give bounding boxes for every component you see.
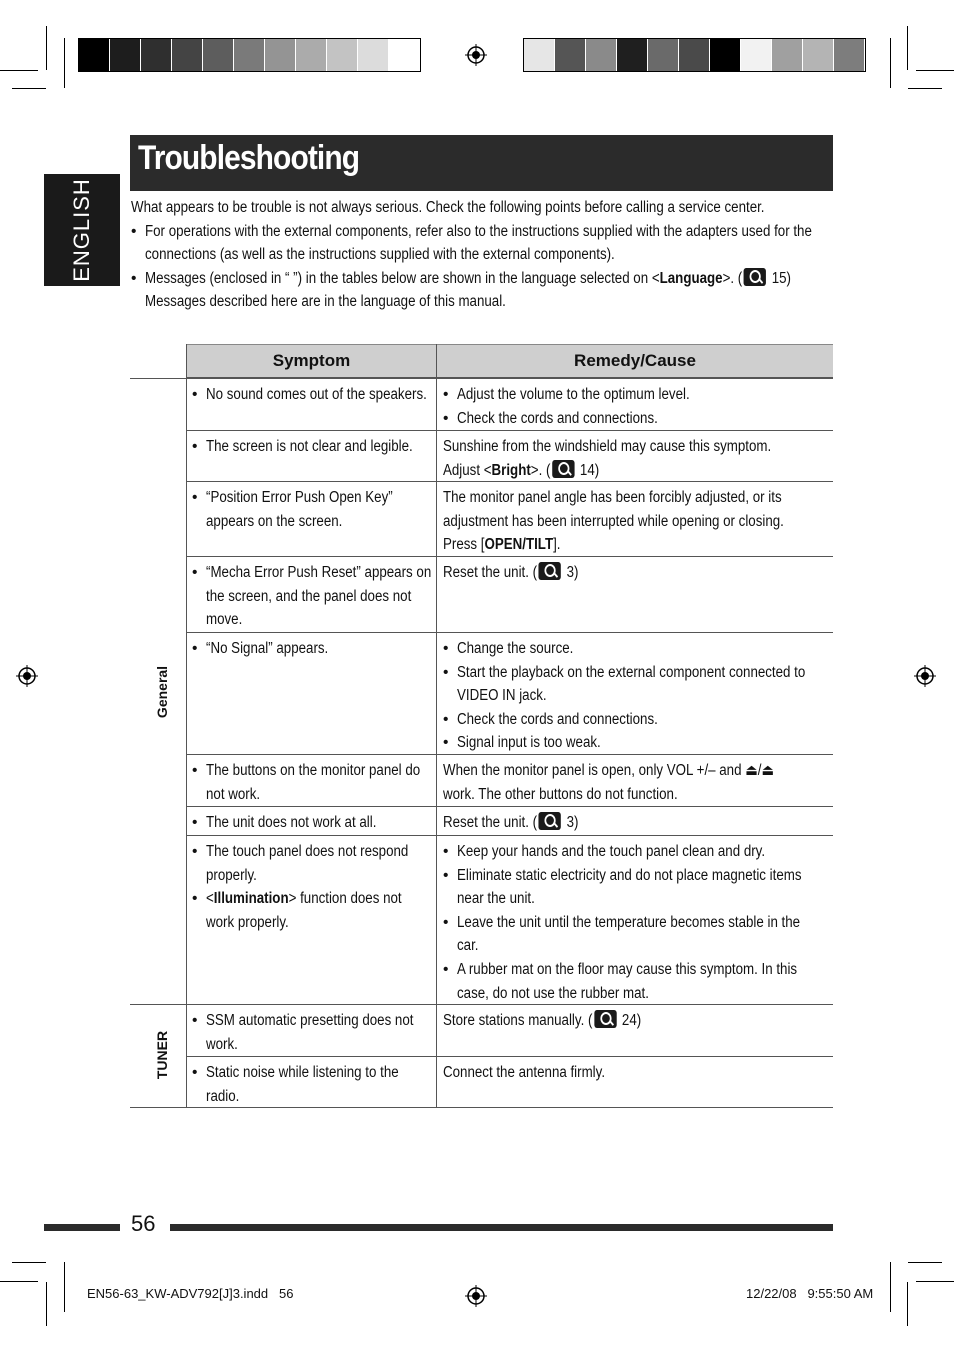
text: Reset the unit. ( [443, 564, 538, 581]
page-reference: 3) [566, 564, 579, 581]
registration-mark-icon [465, 44, 487, 66]
list-item [443, 840, 827, 864]
symptom-text: The screen is not clear and legible. [206, 438, 413, 455]
symptom-text: No sound comes out of the speakers. [206, 386, 427, 403]
remedy-text: work. The other buttons do not function. [443, 785, 678, 803]
list-item [192, 887, 430, 934]
remedy-text [443, 1009, 641, 1033]
remedy-text: Signal input is too weak. [457, 734, 601, 752]
list-item [192, 1009, 430, 1056]
remedy-text: Eliminate static electricity and do not place magnetic items [457, 866, 802, 884]
crop-mark [907, 26, 908, 70]
symptom-text: The unit does not work at all. [206, 814, 377, 831]
remedy-cell [437, 556, 833, 585]
symptom-text: radio. [206, 1087, 240, 1105]
remedy-cell [437, 632, 833, 755]
list-item [192, 637, 430, 661]
symptom-text: work properly. [206, 913, 289, 931]
footer-rule-right [170, 1224, 833, 1231]
crop-mark [46, 26, 47, 70]
list-item [443, 731, 827, 755]
remedy-text [443, 561, 578, 585]
page-title: Troubleshooting [138, 139, 360, 177]
list-item [443, 864, 827, 911]
file-slug: EN56-63_KW-ADV792[J]3.indd 56 [87, 1286, 294, 1301]
symptom-text: Static noise while listening to the [206, 1064, 399, 1081]
text: Adjust < [443, 461, 492, 479]
symptom-text: move. [206, 611, 243, 629]
symptom-cell [186, 378, 436, 407]
list-item [192, 1061, 430, 1108]
remedy-cell [437, 481, 833, 557]
remedy-cell [437, 806, 833, 835]
remedy-text: car. [457, 937, 479, 955]
text: ]. [553, 536, 561, 554]
language-label: ENGLISH [69, 178, 94, 282]
magnifier-reference-icon [539, 562, 561, 580]
magnifier-reference-icon [552, 460, 574, 478]
list-item [443, 661, 827, 708]
registration-mark-icon [16, 665, 38, 687]
magnifier-reference-icon [539, 812, 561, 830]
symptom-text: not work. [206, 785, 261, 803]
text: < [206, 890, 214, 908]
list-item [192, 840, 430, 887]
list-item [192, 561, 430, 632]
crop-mark [916, 1281, 954, 1282]
page-reference: 15) [771, 269, 791, 287]
crop-mark [0, 70, 38, 71]
symptom-text: the screen, and the panel does not [206, 587, 412, 605]
remedy-text: Leave the unit until the temperature becomes stable in the [457, 913, 801, 931]
symptom-text: appears on the screen. [206, 512, 343, 530]
symptom-text: properly. [206, 866, 257, 884]
remedy-text: near the unit. [457, 890, 535, 908]
crop-mark [890, 38, 891, 88]
symptom-cell [186, 754, 436, 806]
symptom-text: work. [206, 1035, 238, 1053]
remedy-text: VIDEO IN jack. [457, 687, 547, 705]
text: Messages (enclosed in “ ”) in the tables below are shown in the language selected on < [145, 269, 660, 287]
remedy-text: adjustment has been interrupted while opening or closing. [443, 512, 784, 530]
page-reference: 3) [566, 814, 579, 831]
intro-bullet [131, 220, 841, 267]
intro-text-line: For operations with the external components, refer also to the instructions supplied with the adapters used for the [145, 222, 812, 240]
column-header-remedy: Remedy/Cause [437, 344, 833, 378]
group-label-general: General [154, 665, 171, 719]
remedy-cell [437, 430, 833, 482]
remedy-text: When the monitor panel is open, only VOL +/– and ⏏/⏏ [443, 762, 775, 779]
text: >. ( [722, 269, 743, 287]
remedy-text: Change the source. [457, 640, 574, 657]
symptom-text: “No Signal” appears. [206, 640, 329, 657]
symptom-text: The buttons on the monitor panel do [206, 762, 421, 779]
column-header-symptom: Symptom [186, 344, 437, 378]
crop-mark [46, 1282, 47, 1326]
remedy-text: Check the cords and connections. [457, 710, 658, 728]
gray-calibration-bar-right [523, 38, 866, 72]
symptom-cell [186, 1004, 436, 1056]
symptom-text: “Position Error Push Open Key” [206, 489, 393, 506]
list-item [443, 911, 827, 958]
symptom-cell [186, 835, 436, 934]
setting-name: Bright [491, 461, 531, 479]
symptom-text: SSM automatic presetting does not [206, 1012, 414, 1029]
magnifier-reference-icon [594, 1010, 616, 1028]
list-item [192, 435, 430, 459]
crop-mark [12, 1262, 46, 1263]
crop-mark [907, 1282, 908, 1326]
symptom-cell [186, 806, 436, 835]
text: > function does not [288, 890, 402, 908]
intro-text-line [145, 267, 791, 291]
remedy-text: Adjust the volume to the optimum level. [457, 386, 690, 403]
list-item [192, 486, 430, 533]
remedy-cell [437, 1004, 833, 1033]
crop-mark [64, 38, 65, 88]
remedy-text [443, 459, 599, 483]
remedy-text: case, do not use the rubber mat. [457, 984, 649, 1002]
page-reference: 14) [579, 461, 600, 479]
symptom-text: The touch panel does not respond [206, 843, 409, 860]
intro-text [131, 196, 841, 314]
date-slug: 12/22/08 9:55:50 AM [746, 1286, 874, 1301]
remedy-text [443, 533, 561, 557]
setting-name: Language [659, 269, 723, 287]
remedy-cell [437, 1056, 833, 1085]
text: >. ( [530, 461, 551, 479]
gray-calibration-bar-left [78, 38, 421, 72]
list-item [192, 383, 430, 407]
crop-mark [12, 88, 46, 89]
list-item [443, 407, 827, 431]
symptom-text [206, 887, 402, 911]
list-item [192, 759, 430, 806]
remedy-text: Start the playback on the external component connected to [457, 663, 806, 681]
symptom-cell [186, 481, 436, 533]
text: Reset the unit. ( [443, 814, 538, 831]
text: Store stations manually. ( [443, 1012, 593, 1029]
page-number: 56 [131, 1211, 156, 1236]
crop-mark [908, 88, 942, 89]
footer-rule-left [44, 1224, 120, 1231]
list-item [443, 383, 827, 407]
group-label-tuner: TUNER [154, 1030, 171, 1080]
remedy-text: A rubber mat on the floor may cause this symptom. In this [457, 960, 798, 978]
remedy-text: The monitor panel angle has been forcibly adjusted, or its [443, 489, 782, 506]
button-name: OPEN/TILT [484, 536, 554, 554]
registration-mark-icon [465, 1285, 487, 1307]
remedy-text [443, 811, 578, 835]
list-item [443, 637, 827, 661]
magnifier-reference-icon [744, 268, 766, 286]
list-item [443, 708, 827, 732]
remedy-cell [437, 378, 833, 430]
troubleshooting-table [130, 344, 833, 1109]
symptom-cell [186, 556, 436, 632]
symptom-cell [186, 1056, 436, 1108]
symptom-cell [186, 632, 436, 661]
intro-lead: What appears to be trouble is not always serious. Check the following points before calling a service center. [131, 199, 765, 216]
crop-mark [908, 1262, 942, 1263]
page-reference: 24) [621, 1012, 642, 1029]
intro-text-line: Messages described here are in the language of this manual. [145, 293, 506, 310]
remedy-text: Connect the antenna firmly. [443, 1064, 606, 1081]
remedy-text: Check the cords and connections. [457, 409, 658, 427]
list-item [192, 811, 430, 835]
symptom-cell [186, 430, 436, 459]
language-tab [44, 174, 120, 286]
registration-mark-icon [914, 665, 936, 687]
setting-name: Illumination [213, 890, 289, 908]
remedy-text: Sunshine from the windshield may cause this symptom. [443, 438, 772, 455]
crop-mark [64, 1262, 65, 1312]
remedy-text: Keep your hands and the touch panel clean and dry. [457, 843, 766, 860]
remedy-cell [437, 754, 833, 806]
crop-mark [890, 1262, 891, 1312]
symptom-text: “Mecha Error Push Reset” appears on [206, 564, 432, 581]
list-item [443, 958, 827, 1005]
text: Press [ [443, 536, 485, 554]
crop-mark [916, 70, 954, 71]
crop-mark [0, 1281, 38, 1282]
intro-bullet [131, 267, 841, 314]
intro-text-line: connections (as well as the instructions supplied with the external components). [145, 246, 615, 263]
remedy-cell [437, 835, 833, 1005]
